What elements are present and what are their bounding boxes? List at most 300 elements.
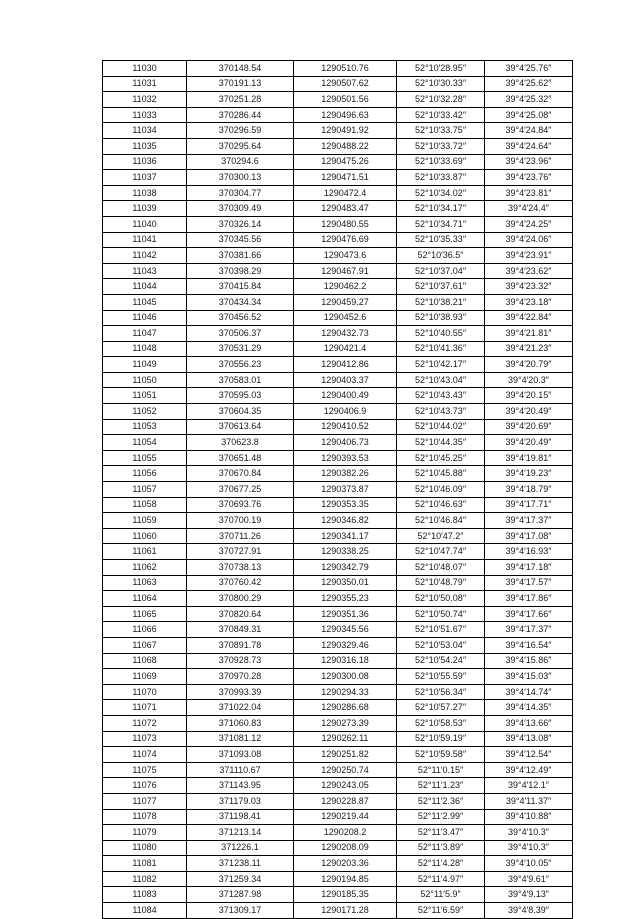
point-number-cell: 11070 (103, 684, 187, 700)
y-coordinate-cell: 1290488.22 (294, 138, 397, 154)
latitude-cell: 52°10′43.04″ (397, 372, 485, 388)
point-number-cell: 11046 (103, 310, 187, 326)
y-coordinate-cell: 1290382.26 (294, 466, 397, 482)
y-coordinate-cell: 1290329.46 (294, 637, 397, 653)
latitude-cell: 52°11′5.9″ (397, 887, 485, 903)
longitude-cell: 39°4′17.08″ (485, 528, 573, 544)
point-number-cell: 11063 (103, 575, 187, 591)
longitude-cell: 39°4′21.81″ (485, 326, 573, 342)
point-number-cell: 11031 (103, 76, 187, 92)
point-number-cell: 11082 (103, 871, 187, 887)
y-coordinate-cell: 1290243.05 (294, 778, 397, 794)
point-number-cell: 11075 (103, 762, 187, 778)
point-number-cell: 11051 (103, 388, 187, 404)
longitude-cell: 39°4′17.71″ (485, 497, 573, 513)
latitude-cell: 52°10′58.53″ (397, 715, 485, 731)
y-coordinate-cell: 1290316.18 (294, 653, 397, 669)
y-coordinate-cell: 1290496.63 (294, 107, 397, 123)
x-coordinate-cell: 370727.91 (187, 544, 294, 560)
y-coordinate-cell: 1290475.26 (294, 154, 397, 170)
longitude-cell: 39°4′23.18″ (485, 294, 573, 310)
table-row (103, 825, 573, 841)
table-row (103, 637, 573, 653)
point-number-cell: 11059 (103, 513, 187, 529)
latitude-cell: 52°11′6.59″ (397, 903, 485, 919)
y-coordinate-cell: 1290421.4 (294, 341, 397, 357)
y-coordinate-cell: 1290345.56 (294, 622, 397, 638)
y-coordinate-cell: 1290219.44 (294, 809, 397, 825)
latitude-cell: 52°10′28.95″ (397, 61, 485, 77)
y-coordinate-cell: 1290406.9 (294, 404, 397, 420)
latitude-cell: 52°10′48.79″ (397, 575, 485, 591)
latitude-cell: 52°10′57.27″ (397, 700, 485, 716)
y-coordinate-cell: 1290501.56 (294, 92, 397, 108)
y-coordinate-cell: 1290194.85 (294, 871, 397, 887)
y-coordinate-cell: 1290432.73 (294, 326, 397, 342)
latitude-cell: 52°11′1.23″ (397, 778, 485, 794)
point-number-cell: 11074 (103, 747, 187, 763)
y-coordinate-cell: 1290480.55 (294, 216, 397, 232)
longitude-cell: 39°4′23.91″ (485, 248, 573, 264)
y-coordinate-cell: 1290171.28 (294, 903, 397, 919)
x-coordinate-cell: 371022.04 (187, 700, 294, 716)
point-number-cell: 11038 (103, 185, 187, 201)
point-number-cell: 11058 (103, 497, 187, 513)
table-row (103, 107, 573, 123)
latitude-cell: 52°10′36.5″ (397, 248, 485, 264)
latitude-cell: 52°10′32.28″ (397, 92, 485, 108)
longitude-cell: 39°4′25.08″ (485, 107, 573, 123)
point-number-cell: 11030 (103, 61, 187, 77)
latitude-cell: 52°10′34.71″ (397, 216, 485, 232)
point-number-cell: 11042 (103, 248, 187, 264)
longitude-cell: 39°4′9.13″ (485, 887, 573, 903)
point-number-cell: 11073 (103, 731, 187, 747)
y-coordinate-cell: 1290507.62 (294, 76, 397, 92)
table-row (103, 92, 573, 108)
x-coordinate-cell: 370434.34 (187, 294, 294, 310)
table-row (103, 216, 573, 232)
point-number-cell: 11043 (103, 263, 187, 279)
table-row (103, 731, 573, 747)
table-row (103, 809, 573, 825)
latitude-cell: 52°10′45.25″ (397, 450, 485, 466)
table-row (103, 700, 573, 716)
latitude-cell: 52°10′50.74″ (397, 606, 485, 622)
latitude-cell: 52°10′34.17″ (397, 201, 485, 217)
table-row (103, 450, 573, 466)
y-coordinate-cell: 1290286.68 (294, 700, 397, 716)
point-number-cell: 11053 (103, 419, 187, 435)
y-coordinate-cell: 1290262.11 (294, 731, 397, 747)
x-coordinate-cell: 370820.64 (187, 606, 294, 622)
table-row (103, 76, 573, 92)
point-number-cell: 11067 (103, 637, 187, 653)
table-row (103, 357, 573, 373)
table-row (103, 684, 573, 700)
latitude-cell: 52°10′44.02″ (397, 419, 485, 435)
x-coordinate-cell: 370326.14 (187, 216, 294, 232)
x-coordinate-cell: 371198.41 (187, 809, 294, 825)
x-coordinate-cell: 370651.48 (187, 450, 294, 466)
x-coordinate-cell: 370296.59 (187, 123, 294, 139)
table-row (103, 747, 573, 763)
x-coordinate-cell: 370928.73 (187, 653, 294, 669)
table-row (103, 435, 573, 451)
table-row (103, 887, 573, 903)
x-coordinate-cell: 370604.35 (187, 404, 294, 420)
table-row (103, 170, 573, 186)
latitude-cell: 52°10′51.67″ (397, 622, 485, 638)
point-number-cell: 11047 (103, 326, 187, 342)
table-row (103, 762, 573, 778)
x-coordinate-cell: 370148.54 (187, 61, 294, 77)
y-coordinate-cell: 1290250.74 (294, 762, 397, 778)
point-number-cell: 11081 (103, 856, 187, 872)
latitude-cell: 52°10′59.19″ (397, 731, 485, 747)
latitude-cell: 52°10′54.24″ (397, 653, 485, 669)
point-number-cell: 11049 (103, 357, 187, 373)
latitude-cell: 52°10′30.33″ (397, 76, 485, 92)
longitude-cell: 39°4′24.25″ (485, 216, 573, 232)
x-coordinate-cell: 371238.11 (187, 856, 294, 872)
x-coordinate-cell: 370556.23 (187, 357, 294, 373)
longitude-cell: 39°4′15.03″ (485, 669, 573, 685)
latitude-cell: 52°10′46.09″ (397, 482, 485, 498)
point-number-cell: 11078 (103, 809, 187, 825)
longitude-cell: 39°4′23.76″ (485, 170, 573, 186)
x-coordinate-cell: 371093.08 (187, 747, 294, 763)
table-row (103, 466, 573, 482)
longitude-cell: 39°4′11.37″ (485, 793, 573, 809)
point-number-cell: 11048 (103, 341, 187, 357)
point-number-cell: 11066 (103, 622, 187, 638)
table-row (103, 528, 573, 544)
table-body (103, 61, 573, 919)
point-number-cell: 11079 (103, 825, 187, 841)
table-row (103, 341, 573, 357)
longitude-cell: 39°4′24.4″ (485, 201, 573, 217)
x-coordinate-cell: 370623.8 (187, 435, 294, 451)
latitude-cell: 52°10′38.21″ (397, 294, 485, 310)
longitude-cell: 39°4′10.88″ (485, 809, 573, 825)
longitude-cell: 39°4′20.49″ (485, 404, 573, 420)
x-coordinate-cell: 371081.12 (187, 731, 294, 747)
x-coordinate-cell: 371213.14 (187, 825, 294, 841)
x-coordinate-cell: 370251.28 (187, 92, 294, 108)
x-coordinate-cell: 370456.52 (187, 310, 294, 326)
y-coordinate-cell: 1290350.01 (294, 575, 397, 591)
table-row (103, 606, 573, 622)
table-row (103, 185, 573, 201)
x-coordinate-cell: 370711.26 (187, 528, 294, 544)
longitude-cell: 39°4′16.54″ (485, 637, 573, 653)
table-row (103, 513, 573, 529)
latitude-cell: 52°11′2.99″ (397, 809, 485, 825)
longitude-cell: 39°4′20.79″ (485, 357, 573, 373)
y-coordinate-cell: 1290273.39 (294, 715, 397, 731)
y-coordinate-cell: 1290228.87 (294, 793, 397, 809)
longitude-cell: 39°4′17.57″ (485, 575, 573, 591)
longitude-cell: 39°4′22.84″ (485, 310, 573, 326)
y-coordinate-cell: 1290410.52 (294, 419, 397, 435)
latitude-cell: 52°11′4.97″ (397, 871, 485, 887)
y-coordinate-cell: 1290393.53 (294, 450, 397, 466)
longitude-cell: 39°4′25.76″ (485, 61, 573, 77)
point-number-cell: 11050 (103, 372, 187, 388)
latitude-cell: 52°10′42.17″ (397, 357, 485, 373)
latitude-cell: 52°10′59.58″ (397, 747, 485, 763)
y-coordinate-cell: 1290462.2 (294, 279, 397, 295)
table-row (103, 248, 573, 264)
y-coordinate-cell: 1290208.2 (294, 825, 397, 841)
x-coordinate-cell: 370309.49 (187, 201, 294, 217)
point-number-cell: 11057 (103, 482, 187, 498)
point-number-cell: 11036 (103, 154, 187, 170)
longitude-cell: 39°4′14.35″ (485, 700, 573, 716)
point-number-cell: 11072 (103, 715, 187, 731)
table-row (103, 279, 573, 295)
table-row (103, 622, 573, 638)
x-coordinate-cell: 370398.29 (187, 263, 294, 279)
point-number-cell: 11080 (103, 840, 187, 856)
table-row (103, 232, 573, 248)
table-row (103, 871, 573, 887)
longitude-cell: 39°4′23.96″ (485, 154, 573, 170)
table-row (103, 669, 573, 685)
point-number-cell: 11041 (103, 232, 187, 248)
y-coordinate-cell: 1290203.36 (294, 856, 397, 872)
latitude-cell: 52°10′47.2″ (397, 528, 485, 544)
y-coordinate-cell: 1290459.27 (294, 294, 397, 310)
latitude-cell: 52°11′3.47″ (397, 825, 485, 841)
point-number-cell: 11076 (103, 778, 187, 794)
longitude-cell: 39°4′19.81″ (485, 450, 573, 466)
x-coordinate-cell: 370345.56 (187, 232, 294, 248)
latitude-cell: 52°10′33.72″ (397, 138, 485, 154)
latitude-cell: 52°10′40.55″ (397, 326, 485, 342)
x-coordinate-cell: 370800.29 (187, 591, 294, 607)
table-row (103, 715, 573, 731)
x-coordinate-cell: 370891.78 (187, 637, 294, 653)
longitude-cell: 39°4′20.15″ (485, 388, 573, 404)
y-coordinate-cell: 1290353.35 (294, 497, 397, 513)
longitude-cell: 39°4′17.66″ (485, 606, 573, 622)
x-coordinate-cell: 370295.64 (187, 138, 294, 154)
longitude-cell: 39°4′23.81″ (485, 185, 573, 201)
x-coordinate-cell: 371060.83 (187, 715, 294, 731)
y-coordinate-cell: 1290341.17 (294, 528, 397, 544)
longitude-cell: 39°4′25.32″ (485, 92, 573, 108)
x-coordinate-cell: 370849.31 (187, 622, 294, 638)
x-coordinate-cell: 370595.03 (187, 388, 294, 404)
x-coordinate-cell: 370294.6 (187, 154, 294, 170)
longitude-cell: 39°4′17.86″ (485, 591, 573, 607)
coordinates-table (102, 60, 573, 919)
latitude-cell: 52°10′41.36″ (397, 341, 485, 357)
y-coordinate-cell: 1290452.6 (294, 310, 397, 326)
table-row (103, 404, 573, 420)
longitude-cell: 39°4′10.3″ (485, 825, 573, 841)
longitude-cell: 39°4′17.37″ (485, 622, 573, 638)
table-row (103, 388, 573, 404)
table-row (103, 61, 573, 77)
x-coordinate-cell: 371287.98 (187, 887, 294, 903)
x-coordinate-cell: 371309.17 (187, 903, 294, 919)
latitude-cell: 52°10′33.69″ (397, 154, 485, 170)
point-number-cell: 11068 (103, 653, 187, 669)
longitude-cell: 39°4′12.54″ (485, 747, 573, 763)
table-row (103, 856, 573, 872)
y-coordinate-cell: 1290491.92 (294, 123, 397, 139)
table-row (103, 123, 573, 139)
latitude-cell: 52°10′44.35″ (397, 435, 485, 451)
point-number-cell: 11044 (103, 279, 187, 295)
longitude-cell: 39°4′20.69″ (485, 419, 573, 435)
latitude-cell: 52°10′46.63″ (397, 497, 485, 513)
latitude-cell: 52°10′53.04″ (397, 637, 485, 653)
point-number-cell: 11039 (103, 201, 187, 217)
point-number-cell: 11062 (103, 560, 187, 576)
table-row (103, 372, 573, 388)
point-number-cell: 11034 (103, 123, 187, 139)
point-number-cell: 11052 (103, 404, 187, 420)
latitude-cell: 52°10′35.33″ (397, 232, 485, 248)
y-coordinate-cell: 1290467.91 (294, 263, 397, 279)
longitude-cell: 39°4′24.06″ (485, 232, 573, 248)
latitude-cell: 52°11′4.28″ (397, 856, 485, 872)
latitude-cell: 52°11′0.15″ (397, 762, 485, 778)
table-row (103, 482, 573, 498)
point-number-cell: 11061 (103, 544, 187, 560)
longitude-cell: 39°4′8.39″ (485, 903, 573, 919)
y-coordinate-cell: 1290294.33 (294, 684, 397, 700)
longitude-cell: 39°4′10.3″ (485, 840, 573, 856)
longitude-cell: 39°4′17.18″ (485, 560, 573, 576)
longitude-cell: 39°4′20.49″ (485, 435, 573, 451)
latitude-cell: 52°10′37.04″ (397, 263, 485, 279)
longitude-cell: 39°4′21.23″ (485, 341, 573, 357)
latitude-cell: 52°10′46.84″ (397, 513, 485, 529)
latitude-cell: 52°10′37.61″ (397, 279, 485, 295)
point-number-cell: 11060 (103, 528, 187, 544)
longitude-cell: 39°4′19.23″ (485, 466, 573, 482)
point-number-cell: 11071 (103, 700, 187, 716)
table-row (103, 778, 573, 794)
point-number-cell: 11084 (103, 903, 187, 919)
x-coordinate-cell: 370506.37 (187, 326, 294, 342)
x-coordinate-cell: 370700.19 (187, 513, 294, 529)
y-coordinate-cell: 1290185.35 (294, 887, 397, 903)
x-coordinate-cell: 370677.25 (187, 482, 294, 498)
latitude-cell: 52°11′3.89″ (397, 840, 485, 856)
table-row (103, 310, 573, 326)
point-number-cell: 11065 (103, 606, 187, 622)
longitude-cell: 39°4′23.32″ (485, 279, 573, 295)
point-number-cell: 11054 (103, 435, 187, 451)
y-coordinate-cell: 1290251.82 (294, 747, 397, 763)
longitude-cell: 39°4′12.49″ (485, 762, 573, 778)
latitude-cell: 52°10′33.42″ (397, 107, 485, 123)
longitude-cell: 39°4′9.61″ (485, 871, 573, 887)
x-coordinate-cell: 370304.77 (187, 185, 294, 201)
table-row (103, 154, 573, 170)
y-coordinate-cell: 1290346.82 (294, 513, 397, 529)
x-coordinate-cell: 370415.84 (187, 279, 294, 295)
x-coordinate-cell: 370970.28 (187, 669, 294, 685)
y-coordinate-cell: 1290403.37 (294, 372, 397, 388)
point-number-cell: 11056 (103, 466, 187, 482)
longitude-cell: 39°4′17.37″ (485, 513, 573, 529)
latitude-cell: 52°10′43.43″ (397, 388, 485, 404)
x-coordinate-cell: 371179.03 (187, 793, 294, 809)
latitude-cell: 52°10′48.07″ (397, 560, 485, 576)
table-row (103, 138, 573, 154)
y-coordinate-cell: 1290208.09 (294, 840, 397, 856)
table-row (103, 263, 573, 279)
table-row (103, 201, 573, 217)
latitude-cell: 52°10′55.59″ (397, 669, 485, 685)
y-coordinate-cell: 1290406.73 (294, 435, 397, 451)
latitude-cell: 52°10′45.88″ (397, 466, 485, 482)
latitude-cell: 52°11′2.36″ (397, 793, 485, 809)
y-coordinate-cell: 1290510.76 (294, 61, 397, 77)
point-number-cell: 11083 (103, 887, 187, 903)
longitude-cell: 39°4′13.08″ (485, 731, 573, 747)
latitude-cell: 52°10′38.93″ (397, 310, 485, 326)
longitude-cell: 39°4′20.3″ (485, 372, 573, 388)
x-coordinate-cell: 370613.64 (187, 419, 294, 435)
y-coordinate-cell: 1290412.86 (294, 357, 397, 373)
x-coordinate-cell: 371259.34 (187, 871, 294, 887)
x-coordinate-cell: 370993.39 (187, 684, 294, 700)
longitude-cell: 39°4′12.1″ (485, 778, 573, 794)
table-row (103, 575, 573, 591)
table-row (103, 560, 573, 576)
longitude-cell: 39°4′24.64″ (485, 138, 573, 154)
latitude-cell: 52°10′50.08″ (397, 591, 485, 607)
x-coordinate-cell: 370583.01 (187, 372, 294, 388)
latitude-cell: 52°10′34.02″ (397, 185, 485, 201)
longitude-cell: 39°4′15.86″ (485, 653, 573, 669)
y-coordinate-cell: 1290351.36 (294, 606, 397, 622)
table-row (103, 544, 573, 560)
latitude-cell: 52°10′33.87″ (397, 170, 485, 186)
x-coordinate-cell: 370381.66 (187, 248, 294, 264)
latitude-cell: 52°10′47.74″ (397, 544, 485, 560)
x-coordinate-cell: 370760.42 (187, 575, 294, 591)
point-number-cell: 11064 (103, 591, 187, 607)
latitude-cell: 52°10′33.75″ (397, 123, 485, 139)
y-coordinate-cell: 1290338.25 (294, 544, 397, 560)
x-coordinate-cell: 370670.84 (187, 466, 294, 482)
point-number-cell: 11069 (103, 669, 187, 685)
table-row (103, 591, 573, 607)
point-number-cell: 11040 (103, 216, 187, 232)
point-number-cell: 11035 (103, 138, 187, 154)
x-coordinate-cell: 370300.13 (187, 170, 294, 186)
y-coordinate-cell: 1290483.47 (294, 201, 397, 217)
point-number-cell: 11037 (103, 170, 187, 186)
y-coordinate-cell: 1290400.49 (294, 388, 397, 404)
x-coordinate-cell: 371143.95 (187, 778, 294, 794)
x-coordinate-cell: 370738.13 (187, 560, 294, 576)
table-row (103, 326, 573, 342)
x-coordinate-cell: 371110.67 (187, 762, 294, 778)
y-coordinate-cell: 1290342.79 (294, 560, 397, 576)
x-coordinate-cell: 371226.1 (187, 840, 294, 856)
point-number-cell: 11045 (103, 294, 187, 310)
